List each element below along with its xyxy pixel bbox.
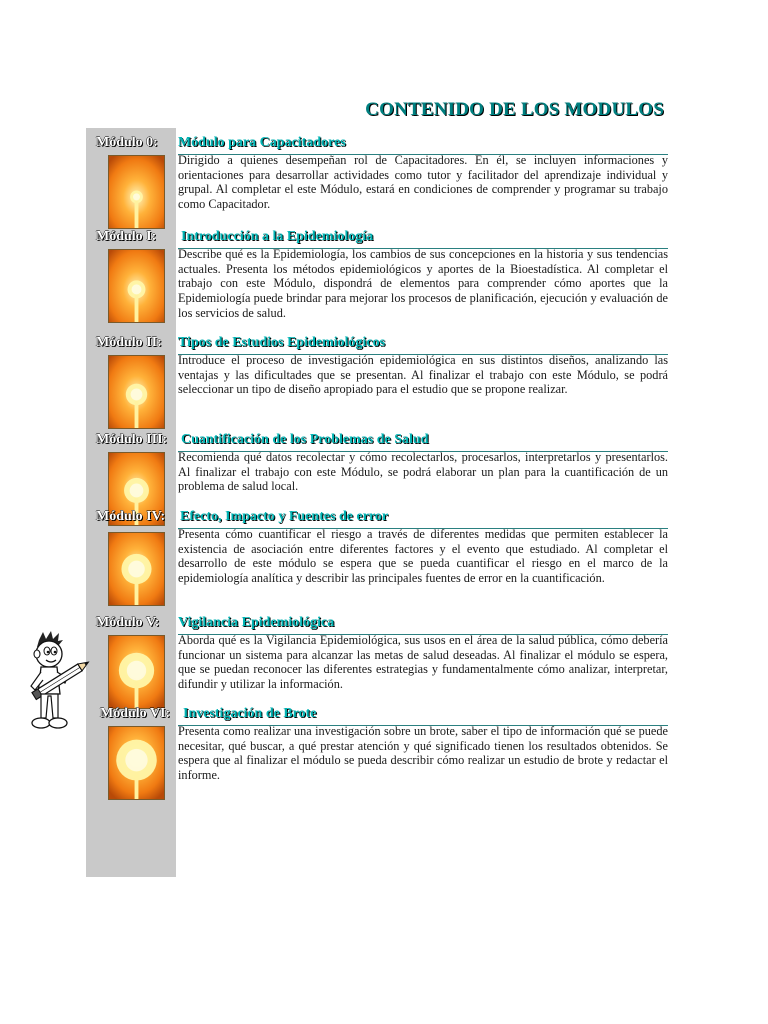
sun-glow-shape: [125, 749, 147, 771]
sunrise-thumbnail: [108, 532, 165, 606]
module-label: Módulo II:: [96, 335, 162, 350]
boy-with-pencil-illustration: [27, 630, 99, 732]
module-title: Tipos de Estudios Epidemiológicos: [178, 335, 386, 350]
module-header: [86, 704, 668, 724]
sunrise-icon: [109, 727, 164, 799]
sunrise-thumbnail: [108, 155, 165, 229]
sun-reflection-shape: [135, 295, 139, 322]
boy-with-pencil-icon: [27, 630, 99, 732]
sunrise-icon: [109, 156, 164, 228]
module-label: Módulo 0:: [96, 135, 158, 150]
page-title: CONTENIDO DE LOS MODULOS: [365, 99, 664, 120]
module-header: [86, 613, 668, 633]
sun-reflection-shape: [135, 401, 139, 428]
module-description: Presenta como realizar una investigación sobre un brote, saber el tipo de información qué se puede necesitar, qué buscar, a qué prestar atención y qué significado tienen los resultados obtenidos. Se espera que al finalizar el módulo se pueda describir cómo realizar un estudio de brote y redactar el informe.: [178, 724, 668, 783]
sunrise-thumbnail: [108, 726, 165, 800]
module-description: Aborda qué es la Vigilancia Epidemiológica, sus usos en el área de la salud pública, cómo debería funcionar un sistema para alcanzar las metas de salud deseadas. Al finalizar el módulo se espera, que se puedan reconocer las diferentes estrategias y fundamentalmente cómo analizar, interpretar, difundir y utilizar la información.: [178, 633, 668, 692]
module-description: Presenta cómo cuantificar el riesgo a través de diferentes medidas que permiten establecer la existencia de asociación entre diferentes factores y el evento que estudiado. Al completar el desarrollo de este módulo se espera que se pueda cuantificar el riesgo en el marco de la epidemiología analítica y describir las principales fuentes de error en la cuantificación.: [178, 527, 668, 586]
module-0: [86, 133, 668, 212]
sunrise-thumbnail: [108, 635, 165, 709]
sunrise-thumbnail: [108, 249, 165, 323]
module-2: [86, 333, 668, 397]
sun-glow-shape: [131, 388, 143, 400]
module-label: Módulo I:: [96, 229, 157, 244]
sunrise-thumbnail: [108, 355, 165, 429]
sun-reflection-shape: [135, 578, 139, 605]
module-title: Investigación de Brote: [183, 706, 317, 721]
sun-glow-shape: [128, 561, 145, 578]
module-5: [86, 613, 668, 692]
module-description: Introduce el proceso de investigación epidemiológica en sus distintos diseños, analizando las ventajas y las dificultades que se presentan. Al finalizar el trabajo con este Módulo, se podrá seleccionar un tipo de diseño apropiado para el estudio que se propone realizar.: [178, 353, 668, 397]
sunrise-icon: [109, 250, 164, 322]
module-3: [86, 430, 668, 494]
module-header: [86, 507, 668, 527]
module-label: Módulo V:: [96, 615, 160, 630]
module-title: Módulo para Capacitadores: [178, 135, 346, 150]
sun-glow-shape: [132, 284, 142, 294]
module-description: Dirigido a quienes desempeñan rol de Capacitadores. En él, se incluyen informaciones y orientaciones para desarrollar actividades como tutor y facilitador del aprendizaje individual y grupal. Al completar el este Módulo, estará en condiciones de comprender y programar su trabajo como Capacitador.: [178, 153, 668, 212]
module-title: Vigilancia Epidemiológica: [178, 615, 335, 630]
module-title: Cuantificación de los Problemas de Salud: [181, 432, 429, 447]
module-description: Recomienda qué datos recolectar y cómo recolectarlos, procesarlos, interpretarlos y presentarlos. Al finalizar el trabajo con este Módulo, se podrá elaborar un plan para la cuantificación de un problema de salud local.: [178, 450, 668, 494]
sun-glow-shape: [127, 661, 146, 681]
sun-glow-shape: [133, 193, 140, 200]
sun-reflection-shape: [135, 772, 139, 799]
sunrise-icon: [109, 356, 164, 428]
sunrise-icon: [109, 533, 164, 605]
module-header: [86, 430, 668, 450]
module-description: Describe qué es la Epidemiología, los cambios de sus concepciones en la historia y sus tendencias actuales. Presenta los métodos epidemiológicos y aportes de la Bioestadística. Al completar el trabajo con este Módulo, dispondrá de elementos para comprender cómo aportes que la Epidemiología puede brindar para mejorar los procesos de planificación, ejecución y evaluación de los servicios de salud.: [178, 247, 668, 320]
module-label: Módulo IV:: [96, 509, 166, 524]
module-1: [86, 227, 668, 320]
module-label: Módulo III:: [96, 432, 168, 447]
sunrise-icon: [109, 636, 164, 708]
module-label: Módulo VI:: [100, 706, 171, 721]
module-title: Introducción a la Epidemiología: [181, 229, 374, 244]
module-header: [86, 227, 668, 247]
module-header: [86, 133, 668, 153]
module-title: Efecto, Impacto y Fuentes de error: [180, 509, 389, 524]
module-6: [86, 704, 668, 783]
module-header: [86, 333, 668, 353]
sun-reflection-shape: [135, 201, 139, 228]
sun-glow-shape: [130, 484, 144, 498]
module-4: [86, 507, 668, 586]
